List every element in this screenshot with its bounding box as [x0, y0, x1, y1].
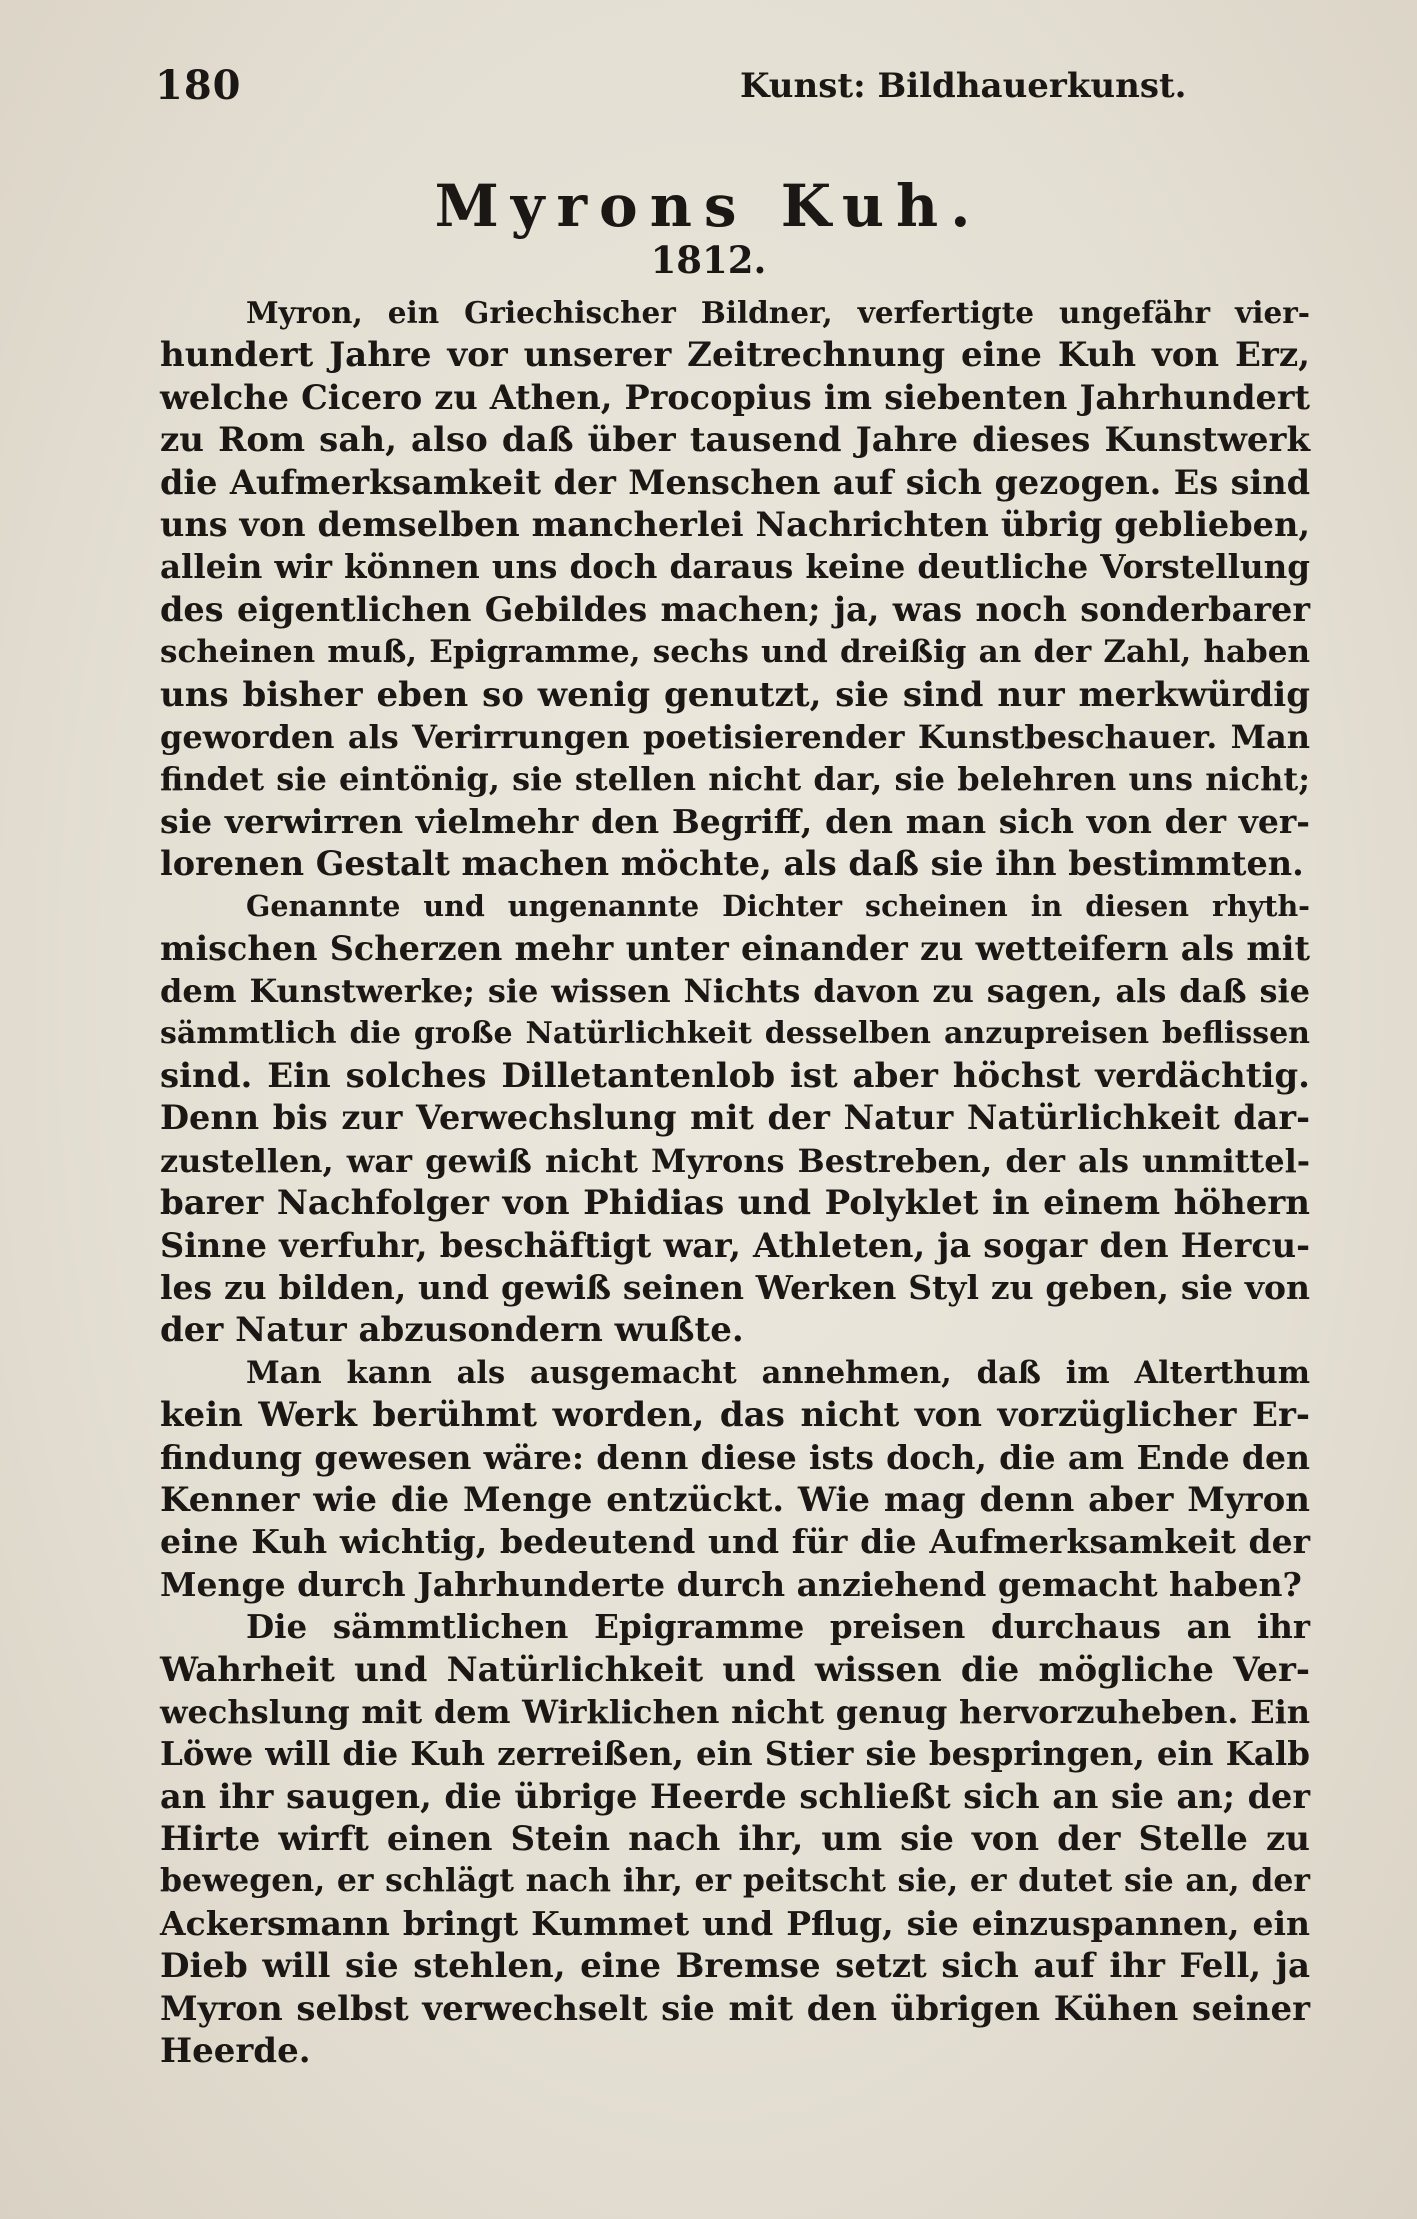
text-line: barer Nachfolger von Phidias und Polyklet in einem höhern	[160, 1183, 1310, 1224]
text-line: Sinne verfuhr, beschäftigt war, Athleten, ja sogar den Hercu-	[160, 1225, 1310, 1265]
text-line: Menge durch Jahrhunderte durch anziehend gemacht haben?	[160, 1564, 1302, 1604]
text-line: Denn bis zur Verwechslung mit der Natur Natürlichkeit dar-	[160, 1098, 1310, 1138]
text-line: les zu bilden, und gewiß seinen Werken Styl zu geben, sie von	[160, 1267, 1310, 1307]
text-line: die Aufmerksamkeit der Menschen auf sich gezogen. Es sind	[160, 462, 1310, 502]
text-line: allein wir können uns doch daraus keine deutliche Vorstellung	[160, 547, 1310, 587]
text-line: zustellen, war gewiß nicht Myrons Bestreben, der als unmittel-	[160, 1141, 1310, 1180]
text-line: Dieb will sie stehlen, eine Bremse setzt sich auf ihr Fell, ja	[160, 1946, 1310, 1987]
text-line: wechslung mit dem Wirklichen nicht genug hervorzuheben. Ein	[160, 1692, 1310, 1731]
page-number: 180	[155, 62, 242, 109]
text-line: eine Kuh wichtig, bedeutend und für die Aufmerksamkeit der	[160, 1522, 1310, 1562]
text-line: Die sämmtlichen Epigramme preisen durchaus an ihr	[246, 1607, 1310, 1647]
text-line: Kenner wie die Menge entzückt. Wie mag denn aber Myron	[160, 1479, 1310, 1520]
text-line: an ihr saugen, die übrige Heerde schließt sich an sie an; der	[160, 1776, 1310, 1816]
text-line: findet sie eintönig, sie stellen nicht dar, sie belehren uns nicht;	[160, 760, 1310, 799]
text-line: uns von demselben mancherlei Nachrichten übrig geblieben,	[160, 504, 1310, 544]
text-line: Wahrheit und Natürlichkeit und wissen die mögliche Ver-	[160, 1649, 1310, 1690]
text-line: hundert Jahre vor unserer Zeitrechnung eine Kuh von Erz,	[160, 335, 1310, 376]
text-line: sie verwirren vielmehr den Begriff, den man sich von der ver-	[160, 801, 1310, 841]
text-line: Myron selbst verwechselt sie mit den übrigen Kühen seiner	[160, 1988, 1310, 2029]
text-line: welche Cicero zu Athen, Procopius im siebenten Jahrhundert	[160, 377, 1310, 417]
text-line: der Natur abzusondern wußte.	[160, 1310, 744, 1351]
body-text	[160, 292, 1310, 2072]
text-line: dem Kunstwerke; sie wissen Nichts davon zu sagen, als daß sie	[160, 972, 1310, 1011]
article-title: Myrons Kuh.	[434, 172, 983, 240]
text-line: sind. Ein solches Dilletantenlob ist aber höchst verdächtig.	[160, 1056, 1310, 1097]
text-line: Löwe will die Kuh zerreißen, ein Stier sie bespringen, ein Kalb	[160, 1734, 1310, 1774]
text-line: findung gewesen wäre: denn diese ists doch, die am Ende den	[160, 1437, 1310, 1477]
running-head: Kunst: Bildhauerkunst.	[740, 66, 1187, 106]
text-line: Genannte und ungenannte Dichter scheinen in diesen rhyth-	[246, 889, 1310, 924]
text-line: zu Rom sah, also daß über tausend Jahre dieses Kunstwerk	[160, 420, 1310, 461]
text-line: kein Werk berühmt worden, das nicht von vorzüglicher Er-	[160, 1395, 1310, 1436]
text-line: sämmtlich die große Natürlichkeit desselben anzupreisen beflissen	[160, 1015, 1310, 1051]
article-year: 1812.	[650, 238, 767, 282]
text-line: Ackersmann bringt Kummet und Pflug, sie einzuspannen, ein	[160, 1903, 1310, 1943]
text-line: lorenen Gestalt machen möchte, als daß sie ihn bestimmten.	[160, 844, 1304, 884]
text-line: mischen Scherzen mehr unter einander zu wetteifern als mit	[160, 928, 1310, 968]
text-line: Myron, ein Griechischer Bildner, verfertigte ungefähr vier-	[246, 295, 1310, 330]
text-line: Man kann als ausgemacht annehmen, daß im Alterthum	[246, 1354, 1310, 1391]
text-line: Heerde.	[160, 2031, 311, 2072]
text-line: des eigentlichen Gebildes machen; ja, was noch sonderbarer	[160, 589, 1310, 629]
text-line: geworden als Verirrungen poetisierender Kunstbeschauer. Man	[160, 717, 1310, 756]
text-line: Hirte wirft einen Stein nach ihr, um sie von der Stelle zu	[160, 1819, 1310, 1860]
text-line: bewegen, er schlägt nach ihr, er peitscht sie, er dutet sie an, der	[160, 1862, 1310, 1900]
text-line: uns bisher eben so wenig genutzt, sie sind nur merkwürdig	[160, 674, 1310, 715]
page-header	[155, 62, 1310, 122]
text-line: scheinen muß, Epigramme, sechs und dreißig an der Zahl, haben	[160, 634, 1310, 671]
